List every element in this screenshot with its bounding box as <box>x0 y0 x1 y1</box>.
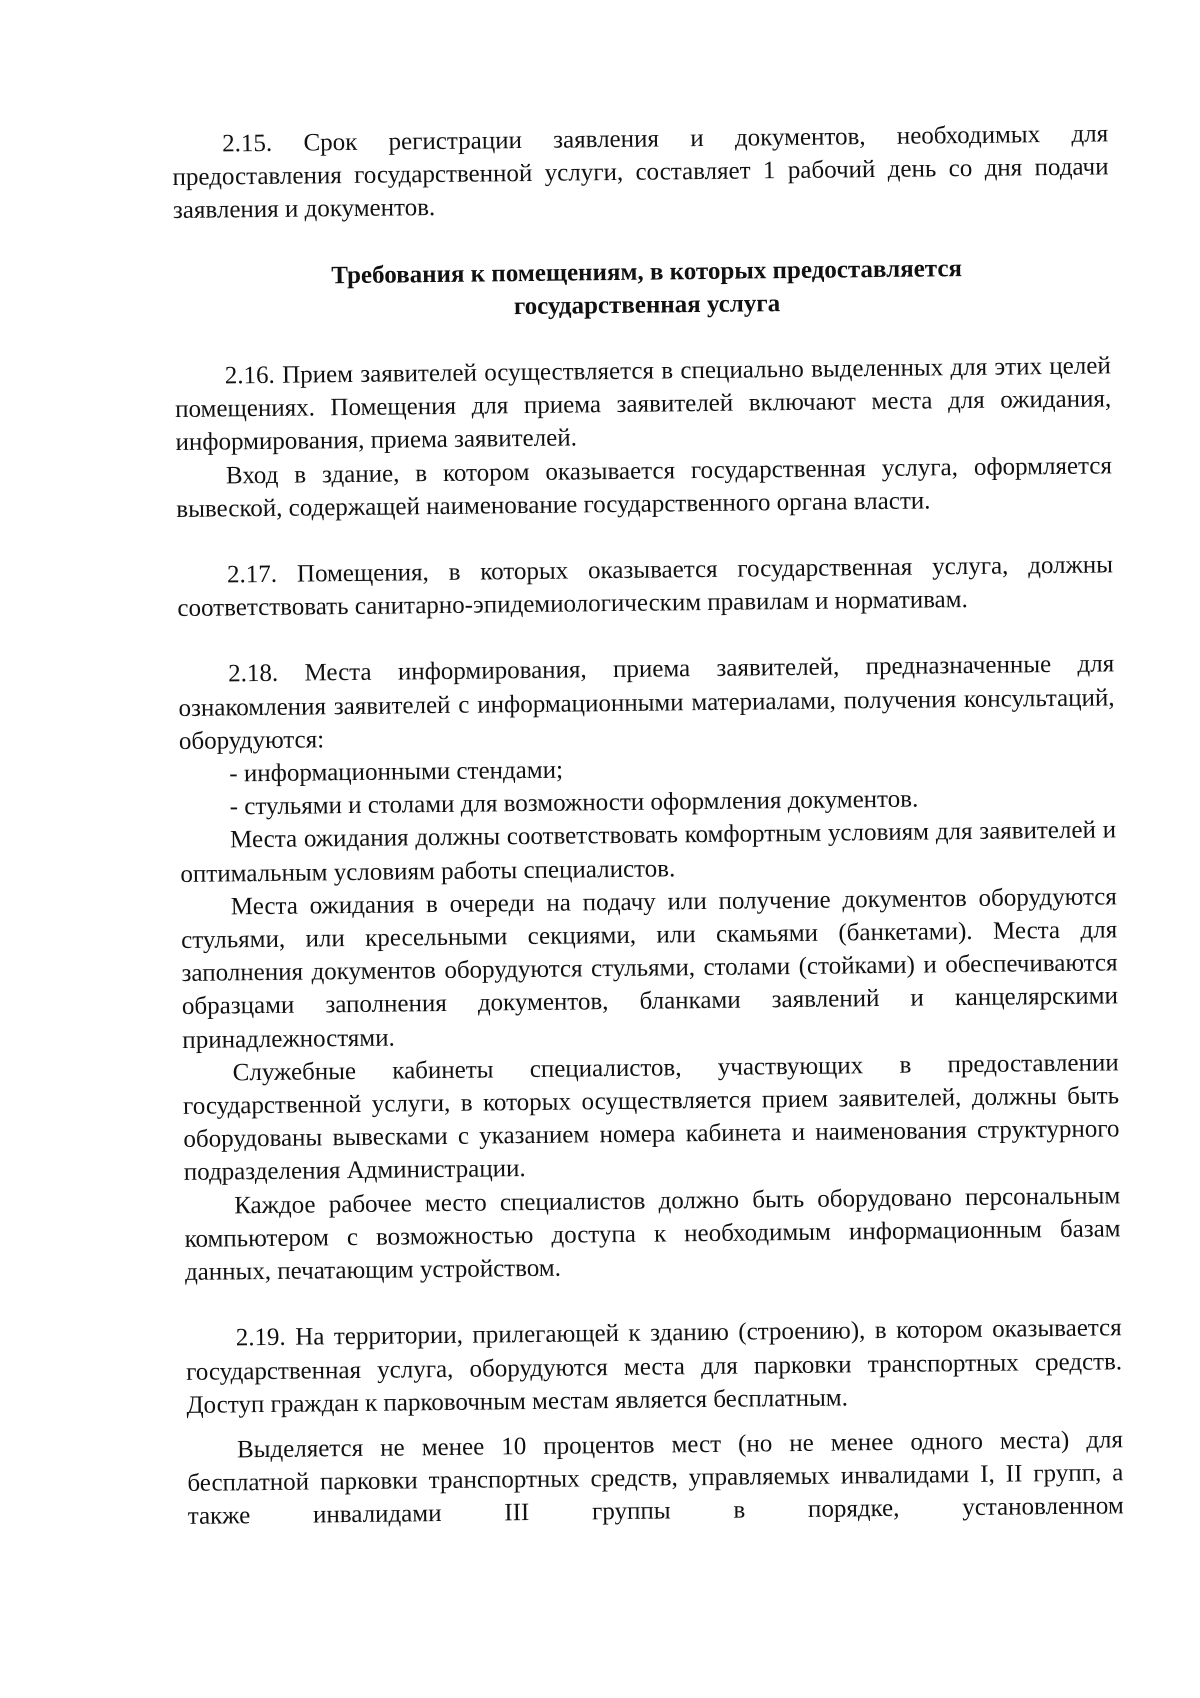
paragraph-2-15: 2.15. Срок регистрации заявления и документов, необходимых для предоставления государственной услуги, составляет 1 рабочий день со дня подачи заявления и документов. <box>172 120 1109 225</box>
paragraph-waiting-2: Места ожидания в очереди на подачу или получение документов оборудуются стульями, или кресельными секциями, или скамьями (банкетами). Места для заполнения документов оборудуются стульями, столами (стойками) и обеспечиваются образцами заполнения документов, бланками заявлений и канцелярскими принадлежностями. <box>181 883 1119 1054</box>
paragraph-2-18: 2.18. Места информирования, приема заявителей, предназначенные для ознакомления заявителей с информационными материалами, получения консультаций, оборудуются: <box>178 650 1115 755</box>
paragraph-2-16: 2.16. Прием заявителей осуществляется в специально выделенных для этих целей помещениях. Помещения для приема заявителей включают места для ожидания, информирования, приема заявителей. <box>175 352 1112 457</box>
section-heading-line-2: государственная услуга <box>513 289 781 320</box>
paragraph-parking: Выделяется не менее 10 процентов мест (но не менее одного места) для бесплатной парковки транспортных средств, управляемых инвалидами I, II групп, а также инвалидами III группы в порядке, установленном <box>187 1426 1124 1531</box>
paragraph-2-19: 2.19. На территории, прилегающей к зданию (строению), в котором оказывается государственная услуга, оборудуются места для парковки транспортных средств. Доступ граждан к парковочным местам является бесплатным. <box>185 1314 1123 1419</box>
list-item-chairs-tables: - стульями и столами для возможности оформления документов. <box>229 785 919 821</box>
list-item-stands: - информационными стендами; <box>229 756 564 788</box>
document-body <box>172 117 1124 1533</box>
paragraph-entrance: Вход в здание, в котором оказывается государственная услуга, оформляется вывеской, содержащей наименование государственного органа власти. <box>176 451 1113 523</box>
paragraph-2-17: 2.17. Помещения, в которых оказывается государственная услуга, должны соответствовать санитарно-эпидемиологическим правилам и нормативам. <box>177 551 1114 623</box>
paragraph-waiting-1: Места ожидания должны соответствовать комфортным условиям для заявителей и оптимальным условиям работы специалистов. <box>180 816 1117 888</box>
section-heading-line-1: Требования к помещениям, в которых предоставляется <box>331 254 963 289</box>
paragraph-offices: Служебные кабинеты специалистов, участвующих в предоставлении государственной услуги, в которых осуществляется прием заявителей, должны быть оборудованы вывесками с указанием номера кабинета и наименования структурного подразделения Администрации. <box>182 1049 1120 1187</box>
paragraph-workplace: Каждое рабочее место специалистов должно быть оборудовано персональным компьютером с возможностью доступа к необходимым информационным базам данных, печатающим устройством. <box>184 1182 1121 1287</box>
